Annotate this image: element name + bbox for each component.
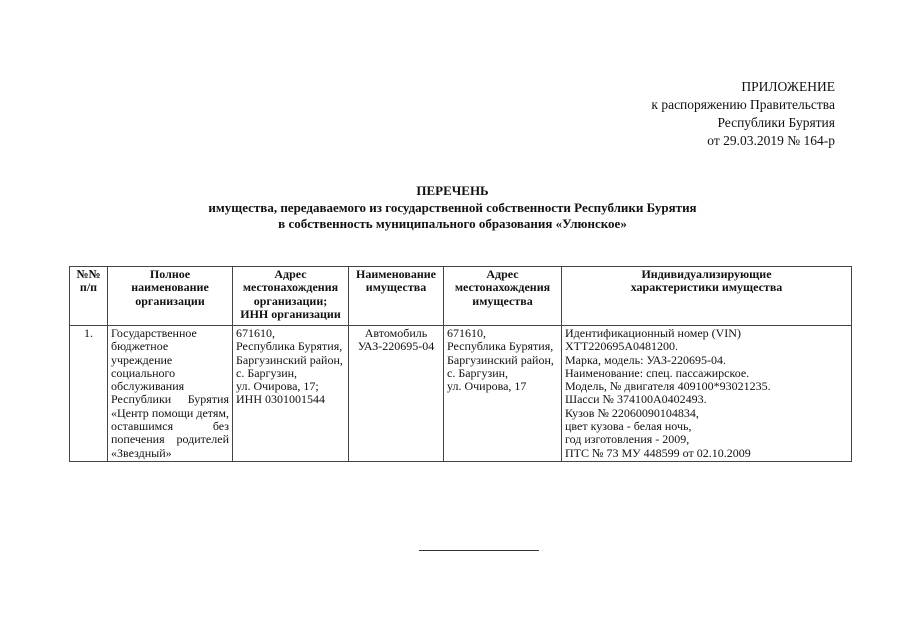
characteristic-line: ПТС № 73 МУ 448599 от 02.10.2009 (565, 445, 751, 460)
cell-property-address (444, 326, 562, 462)
header-number (70, 267, 108, 326)
row-number: 1. (84, 326, 93, 340)
appendix-date-number: от 29.03.2019 № 164-р (707, 133, 835, 148)
appendix-header (651, 78, 835, 150)
table-row (70, 326, 852, 462)
header-property-address (444, 267, 562, 326)
property-address-line: 671610, (447, 326, 486, 340)
title-subtitle-line-1: имущества, передаваемого из государственной собственности Республики Бурятия (208, 199, 697, 215)
property-address-line: Республика Бурятия, (447, 339, 554, 354)
property-address-line: с. Баргузин, (447, 365, 509, 380)
property-table (69, 266, 852, 462)
appendix-republic-line: Республики Бурятия (717, 115, 835, 130)
org-address-line: с. Баргузин, (236, 365, 298, 380)
org-address-line: Баргузинский район, (236, 352, 343, 367)
characteristic-line: Шасси № 374100А0402493. (565, 392, 707, 407)
organization-name: Государственное бюджетное учреждение социального обслуживания Республики Бурятия «Центр помощи детям, оставшимся без попечения родителей «Звездный» (111, 326, 229, 460)
title-subtitle-line-2: в собственность муниципального образования «Улюнское» (278, 216, 627, 231)
org-inn: ИНН 0301001544 (236, 392, 325, 407)
header-characteristics (562, 267, 852, 326)
appendix-label: ПРИЛОЖЕНИЕ (741, 79, 835, 94)
header-property-name (349, 267, 444, 326)
closing-rule (419, 550, 539, 551)
cell-organization-address (233, 326, 349, 462)
org-address-line: ул. Очирова, 17; (236, 379, 319, 394)
property-model: УАЗ-220695-04 (357, 339, 435, 354)
cell-organization (108, 326, 233, 462)
header-characteristics-text: Индивидуализирующие характеристики имущества (630, 267, 783, 295)
characteristic-line: год изготовления - 2009, (565, 432, 690, 447)
header-organization (108, 267, 233, 326)
table-header-row (70, 267, 852, 326)
characteristic-line: Марка, модель: УАЗ-220695-04. (565, 352, 727, 367)
org-address-line: 671610, (236, 326, 275, 340)
org-address-line: Республика Бурятия, (236, 339, 343, 354)
cell-number (70, 326, 108, 462)
document-title (0, 183, 905, 233)
header-number-text: №№ п/п (76, 267, 101, 295)
cell-property-name (349, 326, 444, 462)
property-type: Автомобиль (364, 326, 428, 340)
property-address-line: ул. Очирова, 17 (447, 379, 527, 394)
header-property-name-text: Наименование имущества (356, 267, 436, 295)
characteristic-line: Модель, № двигателя 409100*93021235. (565, 379, 771, 394)
title-heading: ПЕРЕЧЕНЬ (416, 183, 489, 198)
header-property-address-text: Адрес местонахождения имущества (454, 267, 551, 308)
header-organization-text: Полное наименование организации (131, 267, 209, 308)
cell-characteristics (562, 326, 852, 462)
characteristic-line: цвет кузова - белая ночь, (565, 419, 692, 434)
appendix-order-line: к распоряжению Правительства (651, 97, 835, 112)
characteristic-line: Наименование: спец. пассажирское. (565, 365, 750, 380)
header-organization-address-text: Адрес местонахождения организации; ИНН организации (240, 267, 341, 321)
characteristic-line: Кузов № 22060090104834, (565, 405, 699, 420)
property-address-line: Баргузинский район, (447, 352, 554, 367)
characteristic-line: Идентификационный номер (VIN) (565, 326, 741, 340)
characteristic-line: ХТТ220695А0481200. (565, 339, 678, 354)
header-organization-address (233, 267, 349, 326)
